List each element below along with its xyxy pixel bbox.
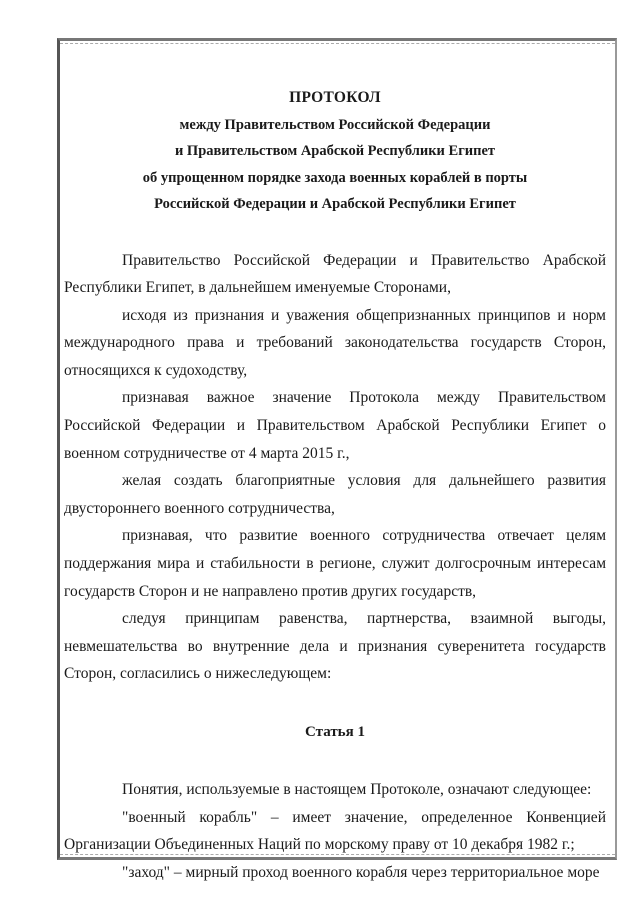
preamble-section xyxy=(64,247,606,887)
document-title-block xyxy=(64,85,606,218)
preamble-paragraph: Правительство Российской Федерации и Правительство Арабской Республики Египет, в дальнейшем именуемые Сторонами, xyxy=(64,251,606,297)
document-subtitle-line: об упрощенном порядке захода военных кораблей в порты xyxy=(142,169,528,186)
document-subtitle-line: между Правительством Российской Федерации xyxy=(179,116,491,133)
document-subtitle-line: Российской Федерации и Арабской Республики Египет xyxy=(154,196,516,212)
preamble-paragraph: признавая важное значение Протокола между Правительством Российской Федерации и Правительством Арабской Республики Египет о военном сотрудничестве от 4 марта 2015 г., xyxy=(64,389,606,462)
article-paragraph: Понятия, используемые в настоящем Протоколе, означают следующее: xyxy=(122,781,592,798)
preamble-paragraph: признавая, что развитие военного сотрудничества отвечает целям поддержания мира и стабильности в регионе, служит долгосрочным интересам государств Сторон и не направлено против других государств, xyxy=(64,527,606,600)
article-heading: Статья 1 xyxy=(305,724,365,740)
preamble-paragraph: желая создать благоприятные условия для дальнейшего развития двустороннего военного сотрудничества, xyxy=(64,472,606,517)
article-paragraph: "военный корабль" – имеет значение, определенное Конвенцией Организации Объединенных Наций по морскому праву от 10 декабря 1982 г.; xyxy=(64,808,606,854)
document-page xyxy=(64,85,606,886)
document-title: ПРОТОКОЛ xyxy=(289,89,381,106)
document-subtitle-line: и Правительством Арабской Республики Египет xyxy=(174,143,496,159)
preamble-paragraph: следуя принципам равенства, партнерства, взаимной выгоды, невмешательства во внутренние дела и признания суверенитета государств Сторон, согласились о нижеследующем: xyxy=(64,610,606,683)
preamble-paragraph: исходя из признания и уважения общепризнанных принципов и норм международного права и требований законодательства государств Сторон, относящихся к судоходству, xyxy=(64,306,606,379)
article-paragraph: "заход" – мирный проход военного корабля через территориальное море xyxy=(122,863,600,881)
